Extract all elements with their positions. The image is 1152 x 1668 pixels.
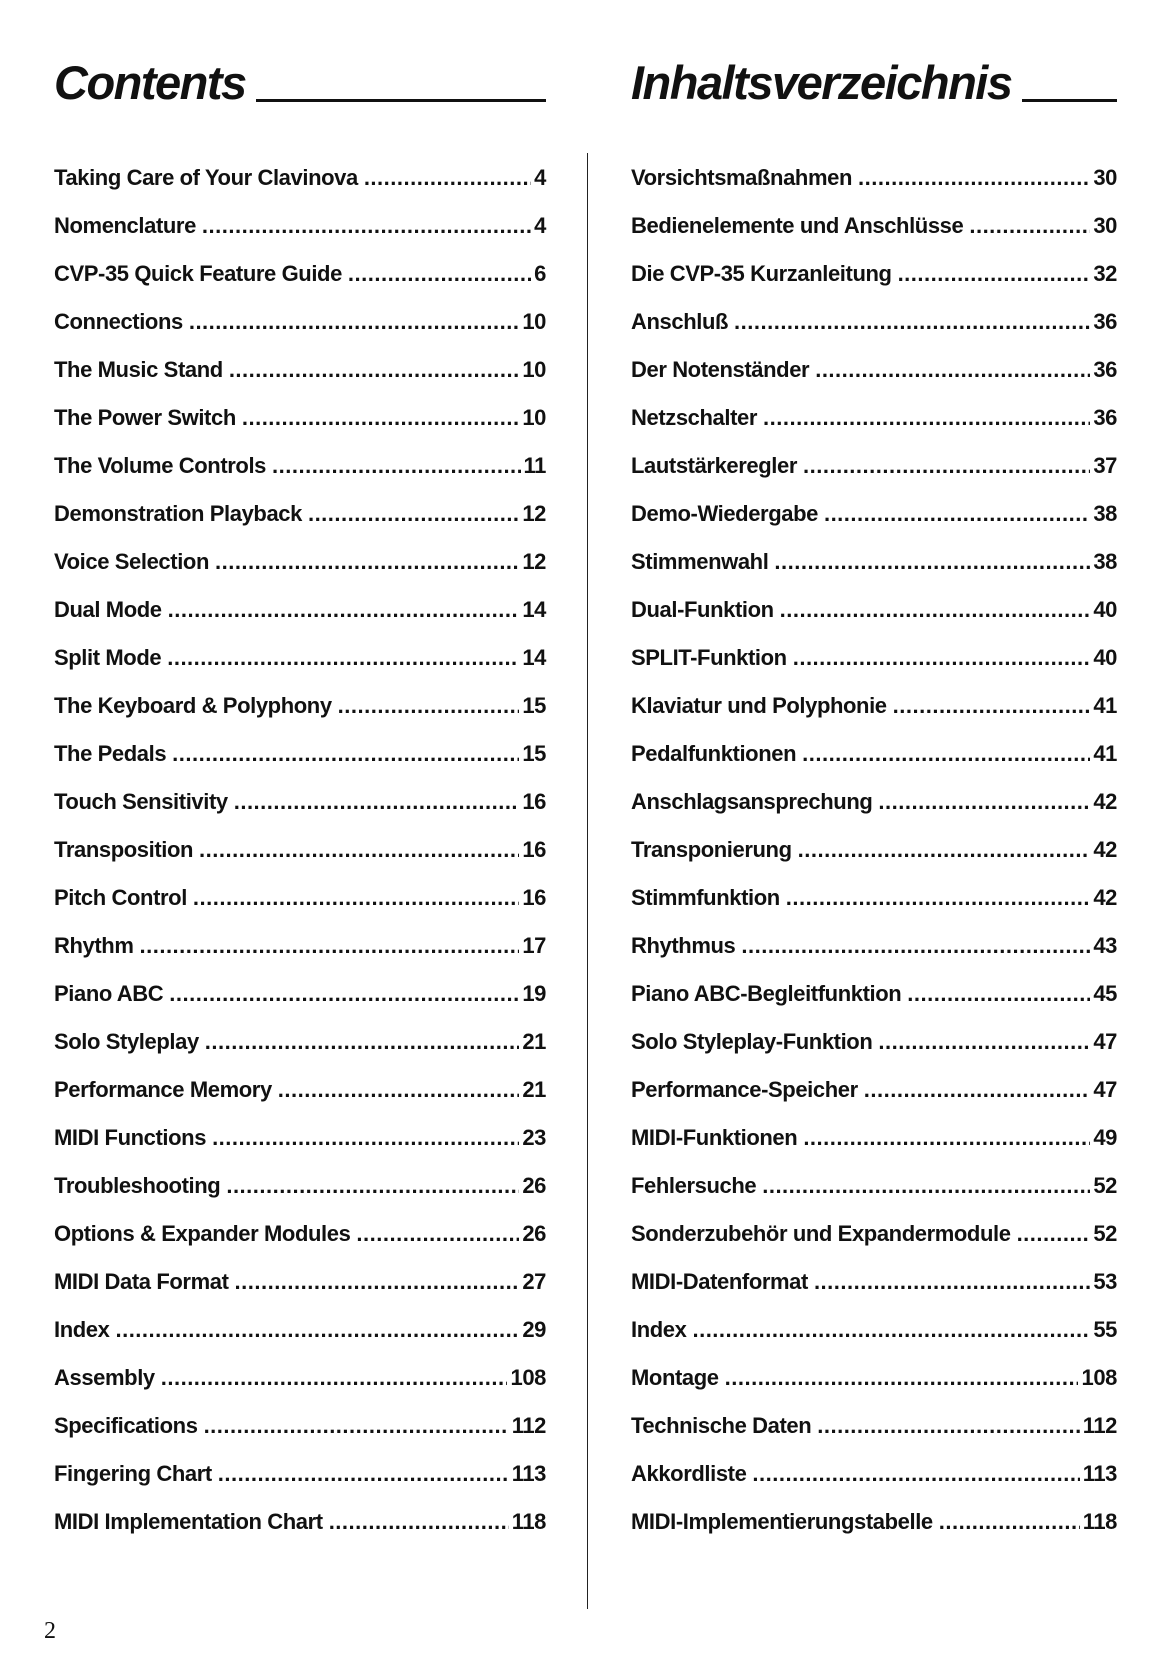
toc-entry — [54, 1077, 546, 1125]
dot-leader — [272, 453, 521, 479]
dot-leader — [814, 1269, 1090, 1295]
toc-entry-title: Montage — [631, 1365, 719, 1390]
toc-entry-title: Der Notenständer — [631, 357, 810, 382]
toc-entry-page: 47 — [1093, 1029, 1117, 1054]
dot-leader — [348, 261, 531, 287]
toc-entry-page: 43 — [1093, 933, 1117, 958]
toc-entry — [54, 1317, 546, 1365]
toc-entry — [631, 885, 1117, 933]
toc-entry-page: 36 — [1093, 309, 1117, 334]
dot-leader — [212, 1125, 519, 1151]
toc-entry-page: 30 — [1093, 165, 1117, 190]
dot-leader — [725, 1365, 1079, 1391]
toc-entry-title: Netzschalter — [631, 405, 758, 430]
toc-entry-title: Fingering Chart — [54, 1461, 212, 1486]
toc-entry — [54, 261, 546, 309]
dot-leader — [802, 741, 1090, 767]
toc-entry-title: Performance Memory — [54, 1077, 272, 1102]
toc-entry — [54, 1125, 546, 1173]
toc-entry-title: Nomenclature — [54, 213, 196, 238]
toc-entry-page: 36 — [1093, 357, 1117, 382]
toc-entry-page: 12 — [522, 549, 546, 574]
toc-entry-page: 11 — [523, 453, 546, 478]
toc-list-english — [54, 165, 546, 1557]
heading-title: Contents — [54, 56, 246, 109]
toc-entry-title: Options & Expander Modules — [54, 1221, 351, 1246]
toc-entry-title: Split Mode — [54, 645, 162, 670]
toc-entry-page: 45 — [1093, 981, 1117, 1006]
toc-entry-page: 14 — [522, 597, 546, 622]
dot-leader — [817, 1413, 1079, 1439]
toc-entry-title: Die CVP-35 Kurzanleitung — [631, 261, 892, 286]
toc-entry — [631, 741, 1117, 789]
toc-entry-page: 16 — [522, 885, 546, 910]
dot-leader — [215, 549, 519, 575]
toc-entry-page: 113 — [1082, 1461, 1117, 1486]
toc-entry-title: Technische Daten — [631, 1413, 812, 1438]
toc-entry-page: 38 — [1093, 501, 1117, 526]
toc-entry-title: SPLIT-Funktion — [631, 645, 787, 670]
toc-entry-title: Transposition — [54, 837, 194, 862]
toc-entry-title: Index — [54, 1317, 110, 1342]
toc-entry-page: 23 — [522, 1125, 546, 1150]
toc-entry-title: Dual Mode — [54, 597, 162, 622]
dot-leader — [308, 501, 519, 527]
dot-leader — [798, 837, 1091, 863]
heading-rule — [1022, 99, 1118, 102]
toc-entry-title: The Pedals — [54, 741, 167, 766]
toc-entry — [631, 213, 1117, 261]
toc-entry-page: 53 — [1093, 1269, 1117, 1294]
toc-entry-title: Taking Care of Your Clavinova — [54, 165, 358, 190]
toc-entry — [54, 501, 546, 549]
toc-entry-page: 41 — [1093, 693, 1117, 718]
toc-entry — [54, 405, 546, 453]
toc-entry — [631, 1125, 1117, 1173]
toc-entry-title: Transponierung — [631, 837, 792, 862]
toc-entry — [631, 789, 1117, 837]
dot-leader — [752, 1461, 1079, 1487]
toc-entry-title: MIDI Functions — [54, 1125, 207, 1150]
toc-entry-page: 113 — [511, 1461, 546, 1486]
toc-entry-title: The Keyboard & Polyphony — [54, 693, 332, 718]
toc-entry-page: 32 — [1093, 261, 1117, 286]
dot-leader — [226, 1173, 519, 1199]
toc-entry — [54, 1029, 546, 1077]
toc-entry — [54, 1173, 546, 1221]
toc-entry-page: 14 — [522, 645, 546, 670]
toc-entry-page: 47 — [1093, 1077, 1117, 1102]
toc-entry — [54, 597, 546, 645]
toc-entry — [631, 1269, 1117, 1317]
inhaltsverzeichnis-heading — [631, 52, 1117, 108]
dot-leader — [762, 1173, 1090, 1199]
toc-entry-title: Bedienelemente und Anschlüsse — [631, 213, 964, 238]
toc-entry — [631, 837, 1117, 885]
toc-entry — [631, 1173, 1117, 1221]
dot-leader — [161, 1365, 508, 1391]
toc-entry — [54, 645, 546, 693]
toc-entry-page: 16 — [522, 837, 546, 862]
toc-entry-title: MIDI Implementation Chart — [54, 1509, 323, 1534]
toc-entry-page: 16 — [522, 789, 546, 814]
toc-entry-title: Touch Sensitivity — [54, 789, 228, 814]
toc-entry-title: MIDI-Datenformat — [631, 1269, 808, 1294]
toc-entry-page: 10 — [522, 357, 546, 382]
dot-leader — [907, 981, 1090, 1007]
toc-entry-title: Stimmenwahl — [631, 549, 769, 574]
toc-entry — [54, 549, 546, 597]
toc-entry-page: 55 — [1093, 1317, 1117, 1342]
toc-entry-title: Akkordliste — [631, 1461, 747, 1486]
toc-entry — [631, 933, 1117, 981]
toc-entry-title: Connections — [54, 309, 183, 334]
toc-entry-title: Sonderzubehör und Expandermodule — [631, 1221, 1011, 1246]
toc-entry-page: 41 — [1093, 741, 1117, 766]
toc-entry — [54, 1509, 546, 1557]
toc-entry-title: The Music Stand — [54, 357, 223, 382]
toc-entry-title: Specifications — [54, 1413, 198, 1438]
toc-entry-title: Rhythm — [54, 933, 134, 958]
toc-entry-title: MIDI Data Format — [54, 1269, 229, 1294]
toc-entry — [54, 693, 546, 741]
heading-rule — [256, 99, 546, 102]
toc-entry — [631, 1029, 1117, 1077]
dot-leader — [793, 645, 1091, 671]
toc-entry-page: 10 — [522, 405, 546, 430]
contents-heading — [54, 52, 546, 108]
toc-entry — [54, 981, 546, 1029]
dot-leader — [803, 453, 1090, 479]
toc-entry-title: Anschlagsansprechung — [631, 789, 873, 814]
dot-leader — [172, 741, 519, 767]
toc-entry — [631, 261, 1117, 309]
toc-entry — [631, 597, 1117, 645]
toc-entry-title: Rhythmus — [631, 933, 736, 958]
toc-entry-title: Solo Styleplay — [54, 1029, 199, 1054]
toc-entry — [54, 309, 546, 357]
dot-leader — [734, 309, 1090, 335]
toc-entry-page: 42 — [1093, 789, 1117, 814]
toc-entry — [54, 789, 546, 837]
toc-entry — [54, 1269, 546, 1317]
toc-entry-page: 12 — [522, 501, 546, 526]
toc-entry-page: 40 — [1093, 645, 1117, 670]
dot-leader — [167, 645, 519, 671]
dot-leader — [864, 1077, 1091, 1103]
toc-entry-page: 27 — [522, 1269, 546, 1294]
dot-leader — [858, 165, 1090, 191]
toc-entry-page: 4 — [534, 213, 546, 238]
dot-leader — [803, 1125, 1090, 1151]
toc-entry-page: 10 — [522, 309, 546, 334]
dot-leader — [741, 933, 1090, 959]
toc-entry — [631, 1365, 1117, 1413]
toc-entry — [631, 549, 1117, 597]
toc-entry — [631, 1317, 1117, 1365]
toc-entry — [631, 309, 1117, 357]
dot-leader — [969, 213, 1090, 239]
dot-leader — [140, 933, 520, 959]
dot-leader — [235, 1269, 520, 1295]
toc-entry — [54, 933, 546, 981]
dot-leader — [815, 357, 1090, 383]
toc-entry-title: The Volume Controls — [54, 453, 267, 478]
toc-entry-page: 21 — [522, 1077, 546, 1102]
dot-leader — [193, 885, 519, 911]
toc-entry-page: 30 — [1093, 213, 1117, 238]
toc-entry-title: Demo-Wiedergabe — [631, 501, 818, 526]
column-divider — [587, 153, 588, 1609]
toc-entry-page: 108 — [1081, 1365, 1117, 1390]
toc-entry-page: 15 — [522, 741, 546, 766]
toc-entry — [54, 1221, 546, 1269]
toc-entry-title: MIDI-Funktionen — [631, 1125, 798, 1150]
toc-entry-title: Dual-Funktion — [631, 597, 774, 622]
toc-entry — [631, 645, 1117, 693]
toc-list-german — [631, 165, 1117, 1557]
dot-leader — [878, 789, 1090, 815]
toc-entry-title: MIDI-Implementierungstabelle — [631, 1509, 933, 1534]
toc-entry-title: Voice Selection — [54, 549, 209, 574]
dot-leader — [234, 789, 520, 815]
toc-entry — [631, 501, 1117, 549]
dot-leader — [338, 693, 520, 719]
dot-leader — [878, 1029, 1090, 1055]
toc-entry — [631, 693, 1117, 741]
toc-entry-page: 108 — [510, 1365, 546, 1390]
toc-entry-title: Demonstration Playback — [54, 501, 302, 526]
toc-entry — [54, 1413, 546, 1461]
dot-leader — [204, 1413, 509, 1439]
toc-entry-page: 49 — [1093, 1125, 1117, 1150]
toc-entry-page: 26 — [522, 1173, 546, 1198]
toc-entry — [54, 885, 546, 933]
dot-leader — [692, 1317, 1090, 1343]
dot-leader — [115, 1317, 519, 1343]
dot-leader — [218, 1461, 509, 1487]
toc-entry-title: Index — [631, 1317, 687, 1342]
dot-leader — [780, 597, 1091, 623]
toc-entry-title: Assembly — [54, 1365, 155, 1390]
toc-entry — [631, 453, 1117, 501]
toc-entry-title: CVP-35 Quick Feature Guide — [54, 261, 342, 286]
dot-leader — [364, 165, 531, 191]
dot-leader — [242, 405, 519, 431]
toc-entry — [54, 1365, 546, 1413]
toc-entry-title: Piano ABC — [54, 981, 164, 1006]
toc-entry-page: 38 — [1093, 549, 1117, 574]
dot-leader — [199, 837, 519, 863]
toc-entry — [54, 1461, 546, 1509]
dot-leader — [278, 1077, 520, 1103]
toc-entry-title: Troubleshooting — [54, 1173, 221, 1198]
toc-entry-page: 52 — [1093, 1221, 1117, 1246]
toc-entry — [631, 1509, 1117, 1557]
toc-entry-page: 6 — [534, 261, 546, 286]
dot-leader — [168, 597, 520, 623]
toc-entry-title: The Power Switch — [54, 405, 236, 430]
toc-entry — [631, 1221, 1117, 1269]
toc-entry — [631, 981, 1117, 1029]
toc-entry-title: Fehlersuche — [631, 1173, 757, 1198]
heading-title: Inhaltsverzeichnis — [631, 56, 1012, 109]
toc-entry-page: 118 — [1082, 1509, 1117, 1534]
toc-entry-title: Pedalfunktionen — [631, 741, 797, 766]
toc-entry — [54, 213, 546, 261]
toc-entry — [54, 357, 546, 405]
dot-leader — [169, 981, 519, 1007]
toc-entry-title: Klaviatur und Polyphonie — [631, 693, 887, 718]
toc-entry-page: 40 — [1093, 597, 1117, 622]
dot-leader — [824, 501, 1090, 527]
toc-entry-page: 17 — [522, 933, 546, 958]
toc-entry — [631, 165, 1117, 213]
dot-leader — [229, 357, 520, 383]
dot-leader — [939, 1509, 1080, 1535]
toc-entry-page: 26 — [522, 1221, 546, 1246]
toc-entry-page: 21 — [522, 1029, 546, 1054]
toc-entry-page: 112 — [511, 1413, 546, 1438]
dot-leader — [898, 261, 1091, 287]
dot-leader — [774, 549, 1090, 575]
toc-entry — [54, 837, 546, 885]
dot-leader — [356, 1221, 519, 1247]
toc-entry — [631, 1461, 1117, 1509]
toc-entry-title: Anschluß — [631, 309, 729, 334]
toc-entry — [54, 453, 546, 501]
toc-entry-title: Pitch Control — [54, 885, 187, 910]
toc-entry — [54, 741, 546, 789]
dot-leader — [202, 213, 531, 239]
dot-leader — [1017, 1221, 1091, 1247]
toc-entry — [54, 165, 546, 213]
toc-entry-title: Lautstärkeregler — [631, 453, 798, 478]
toc-entry-page: 37 — [1093, 453, 1117, 478]
toc-entry-page: 29 — [522, 1317, 546, 1342]
dot-leader — [189, 309, 520, 335]
toc-entry-page: 112 — [1082, 1413, 1117, 1438]
dot-leader — [786, 885, 1091, 911]
toc-entry-page: 52 — [1093, 1173, 1117, 1198]
toc-entry — [631, 1413, 1117, 1461]
toc-entry-page: 15 — [522, 693, 546, 718]
toc-entry-page: 36 — [1093, 405, 1117, 430]
dot-leader — [329, 1509, 509, 1535]
toc-entry-page: 42 — [1093, 837, 1117, 862]
toc-entry — [631, 1077, 1117, 1125]
toc-entry-title: Vorsichtsmaßnahmen — [631, 165, 853, 190]
toc-entry — [631, 405, 1117, 453]
page-number: 2 — [44, 1618, 56, 1644]
toc-entry-page: 118 — [511, 1509, 546, 1534]
toc-entry-title: Piano ABC-Begleitfunktion — [631, 981, 902, 1006]
toc-entry-title: Solo Styleplay-Funktion — [631, 1029, 873, 1054]
toc-entry-page: 42 — [1093, 885, 1117, 910]
toc-entry-title: Performance-Speicher — [631, 1077, 858, 1102]
toc-entry-page: 19 — [522, 981, 546, 1006]
toc-entry-page: 4 — [534, 165, 546, 190]
toc-entry — [631, 357, 1117, 405]
dot-leader — [205, 1029, 520, 1055]
toc-entry-title: Stimmfunktion — [631, 885, 780, 910]
dot-leader — [763, 405, 1090, 431]
dot-leader — [893, 693, 1091, 719]
